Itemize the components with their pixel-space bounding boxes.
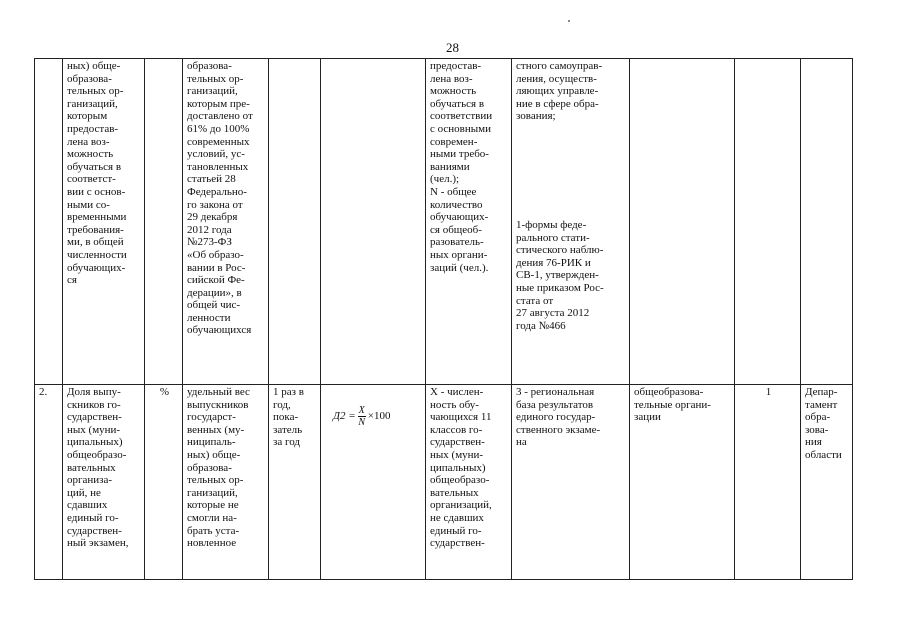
value-cell: 1 [735, 385, 801, 580]
formula-cell [321, 385, 426, 580]
formula-denominator: N [358, 416, 366, 428]
scan-speck [568, 20, 570, 22]
definition-cell: удельный вес выпускников государст- венных (му- ниципаль- ных) обще- образова- тельных ор- ганизаций, которые не смогли на- брать уста- новленное [183, 385, 269, 580]
frequency-cell: 1 раз в год, пока- затель за год [269, 385, 321, 580]
source-text-b: 1-формы феде- рального стати- стического наблю- дения 76-РИК и СВ-1, утвержден- ные приказом Рос- стата от 27 августа 2012 года №466 [516, 218, 604, 332]
responsible-cell: Депар- тамент обра- зова- ния области [801, 385, 853, 580]
formula-fraction [358, 405, 366, 428]
source-text-a: стного самоуправ- ления, осуществ- ляющих управле- ние в сфере обра- зования; [516, 60, 603, 123]
table-row [35, 59, 853, 385]
variables-cell: X - числен- ность обу- чающихся 11 классов го- сударствен- ных (муни- ципальных) общеобразо- вательных организаций, не сдавших единый го- сударствен- [426, 385, 512, 580]
formula-rhs: ×100 [367, 409, 391, 422]
indicator-table [34, 58, 853, 580]
row-number-cell: 2. [35, 385, 63, 580]
responsible-cell [801, 59, 853, 385]
indicator-name-cell: ных) обще- образова- тельных ор- ганизаций, которым предостав- лена воз- можность обучаться в соответст- вии с основ- ными со- временными требования- ми, в общей численности обучающих- ся [63, 59, 145, 385]
frequency-cell [269, 59, 321, 385]
unit-cell [145, 59, 183, 385]
definition-cell: образова- тельных ор- ганизаций, которым пре- доставлено от 61% до 100% современных условий, ус- тановленных статьей 28 Федерально- го закона от 29 декабря 2012 года №273-ФЗ «Об образо- вании в Рос- сийской Фе- дерации», в общей чис- ленности обучающихся [183, 59, 269, 385]
value-cell [735, 59, 801, 385]
source-cell: 3 - региональная база результатов единого государ- ственного экзаме- на [512, 385, 630, 580]
population-cell [630, 59, 735, 385]
formula-expression [333, 405, 423, 428]
formula-numerator: X [358, 404, 365, 416]
row-number-cell [35, 59, 63, 385]
table-row [35, 385, 853, 580]
variables-cell: предостав- лена воз- можность обучаться в соответствии с основными современ- ными требо- ваниями (чел.); N - общее количество обучающих- ся общеоб- разователь- ных органи- заций (чел.). [426, 59, 512, 385]
page-number: 28 [446, 40, 459, 55]
formula-lhs: Д2 = [333, 409, 356, 422]
unit-cell: % [145, 385, 183, 580]
indicator-name-cell: Доля выпу- скников го- сударствен- ных (муни- ципальных) общеобразо- вательных организа- ций, не сдавших единый го- сударствен- ный экзамен, [63, 385, 145, 580]
source-cell [512, 59, 630, 385]
population-cell: общеобразова- тельные органи- зации [630, 385, 735, 580]
formula-cell [321, 59, 426, 385]
